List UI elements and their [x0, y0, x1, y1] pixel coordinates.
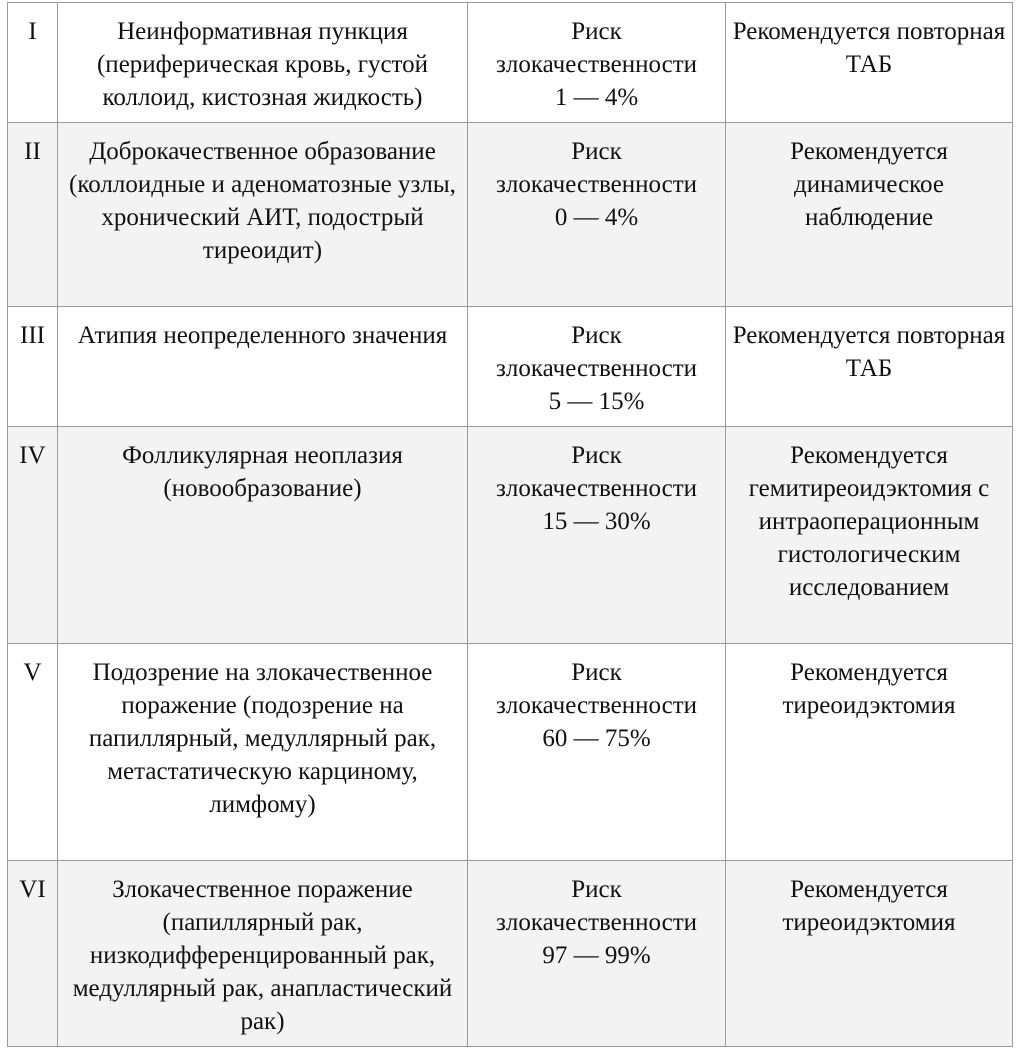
- risk-value: 60 — 75%: [542, 725, 651, 752]
- risk-value: 97 — 99%: [542, 942, 651, 969]
- table-row: [8, 307, 1013, 427]
- category-cell: III: [8, 307, 58, 427]
- risk-label: Риск злокачественности: [495, 659, 698, 719]
- description-cell: Неинформативная пункция (периферическая кровь, густой коллоид, кистозная жидкость): [58, 3, 468, 123]
- risk-cell: [468, 427, 726, 644]
- category-cell: VI: [8, 861, 58, 1047]
- description-cell: Доброкачественное образование (коллоидные и аденоматозные узлы, хронический АИТ, подострый тиреоидит): [58, 123, 468, 307]
- risk-cell: [468, 644, 726, 861]
- risk-label: Риск злокачественности: [495, 322, 698, 382]
- recommendation-cell: Рекомендуется динамическое наблюдение: [726, 123, 1013, 307]
- description-cell: Подозрение на злокачественное поражение (подозрение на папиллярный, медуллярный рак, метастатическую карциному, лимфому): [58, 644, 468, 861]
- table-row: [8, 3, 1013, 123]
- table-row: [8, 123, 1013, 307]
- table-row: [8, 427, 1013, 644]
- category-cell: IV: [8, 427, 58, 644]
- recommendation-cell: Рекомендуется повторная ТАБ: [726, 3, 1013, 123]
- risk-cell: [468, 123, 726, 307]
- risk-value: 1 — 4%: [554, 84, 639, 111]
- risk-label: Риск злокачественности: [495, 138, 698, 198]
- recommendation-cell: Рекомендуется тиреоидэктомия: [726, 644, 1013, 861]
- recommendation-cell: Рекомендуется тиреоидэктомия: [726, 861, 1013, 1047]
- bethesda-table-container: [7, 2, 1013, 1047]
- description-cell: Фолликулярная неоплазия (новообразование): [58, 427, 468, 644]
- table-row: [8, 861, 1013, 1047]
- risk-label: Риск злокачественности: [495, 876, 698, 936]
- risk-cell: [468, 861, 726, 1047]
- risk-value: 15 — 30%: [542, 508, 651, 535]
- risk-value: 0 — 4%: [554, 204, 639, 231]
- risk-label: Риск злокачественности: [495, 18, 698, 78]
- risk-value: 5 — 15%: [548, 388, 645, 415]
- recommendation-cell: Рекомендуется повторная ТАБ: [726, 307, 1013, 427]
- description-cell: Злокачественное поражение (папиллярный рак, низкодифференцированный рак, медуллярный рак, анапластический рак): [58, 861, 468, 1047]
- bethesda-classification-table: [7, 2, 1013, 1047]
- table-row: [8, 644, 1013, 861]
- category-cell: II: [8, 123, 58, 307]
- risk-cell: [468, 3, 726, 123]
- risk-cell: [468, 307, 726, 427]
- category-cell: I: [8, 3, 58, 123]
- recommendation-cell: Рекомендуется гемитиреоидэктомия с интраоперационным гистологическим исследованием: [726, 427, 1013, 644]
- description-cell: Атипия неопределенного значения: [58, 307, 468, 427]
- risk-label: Риск злокачественности: [495, 442, 698, 502]
- category-cell: V: [8, 644, 58, 861]
